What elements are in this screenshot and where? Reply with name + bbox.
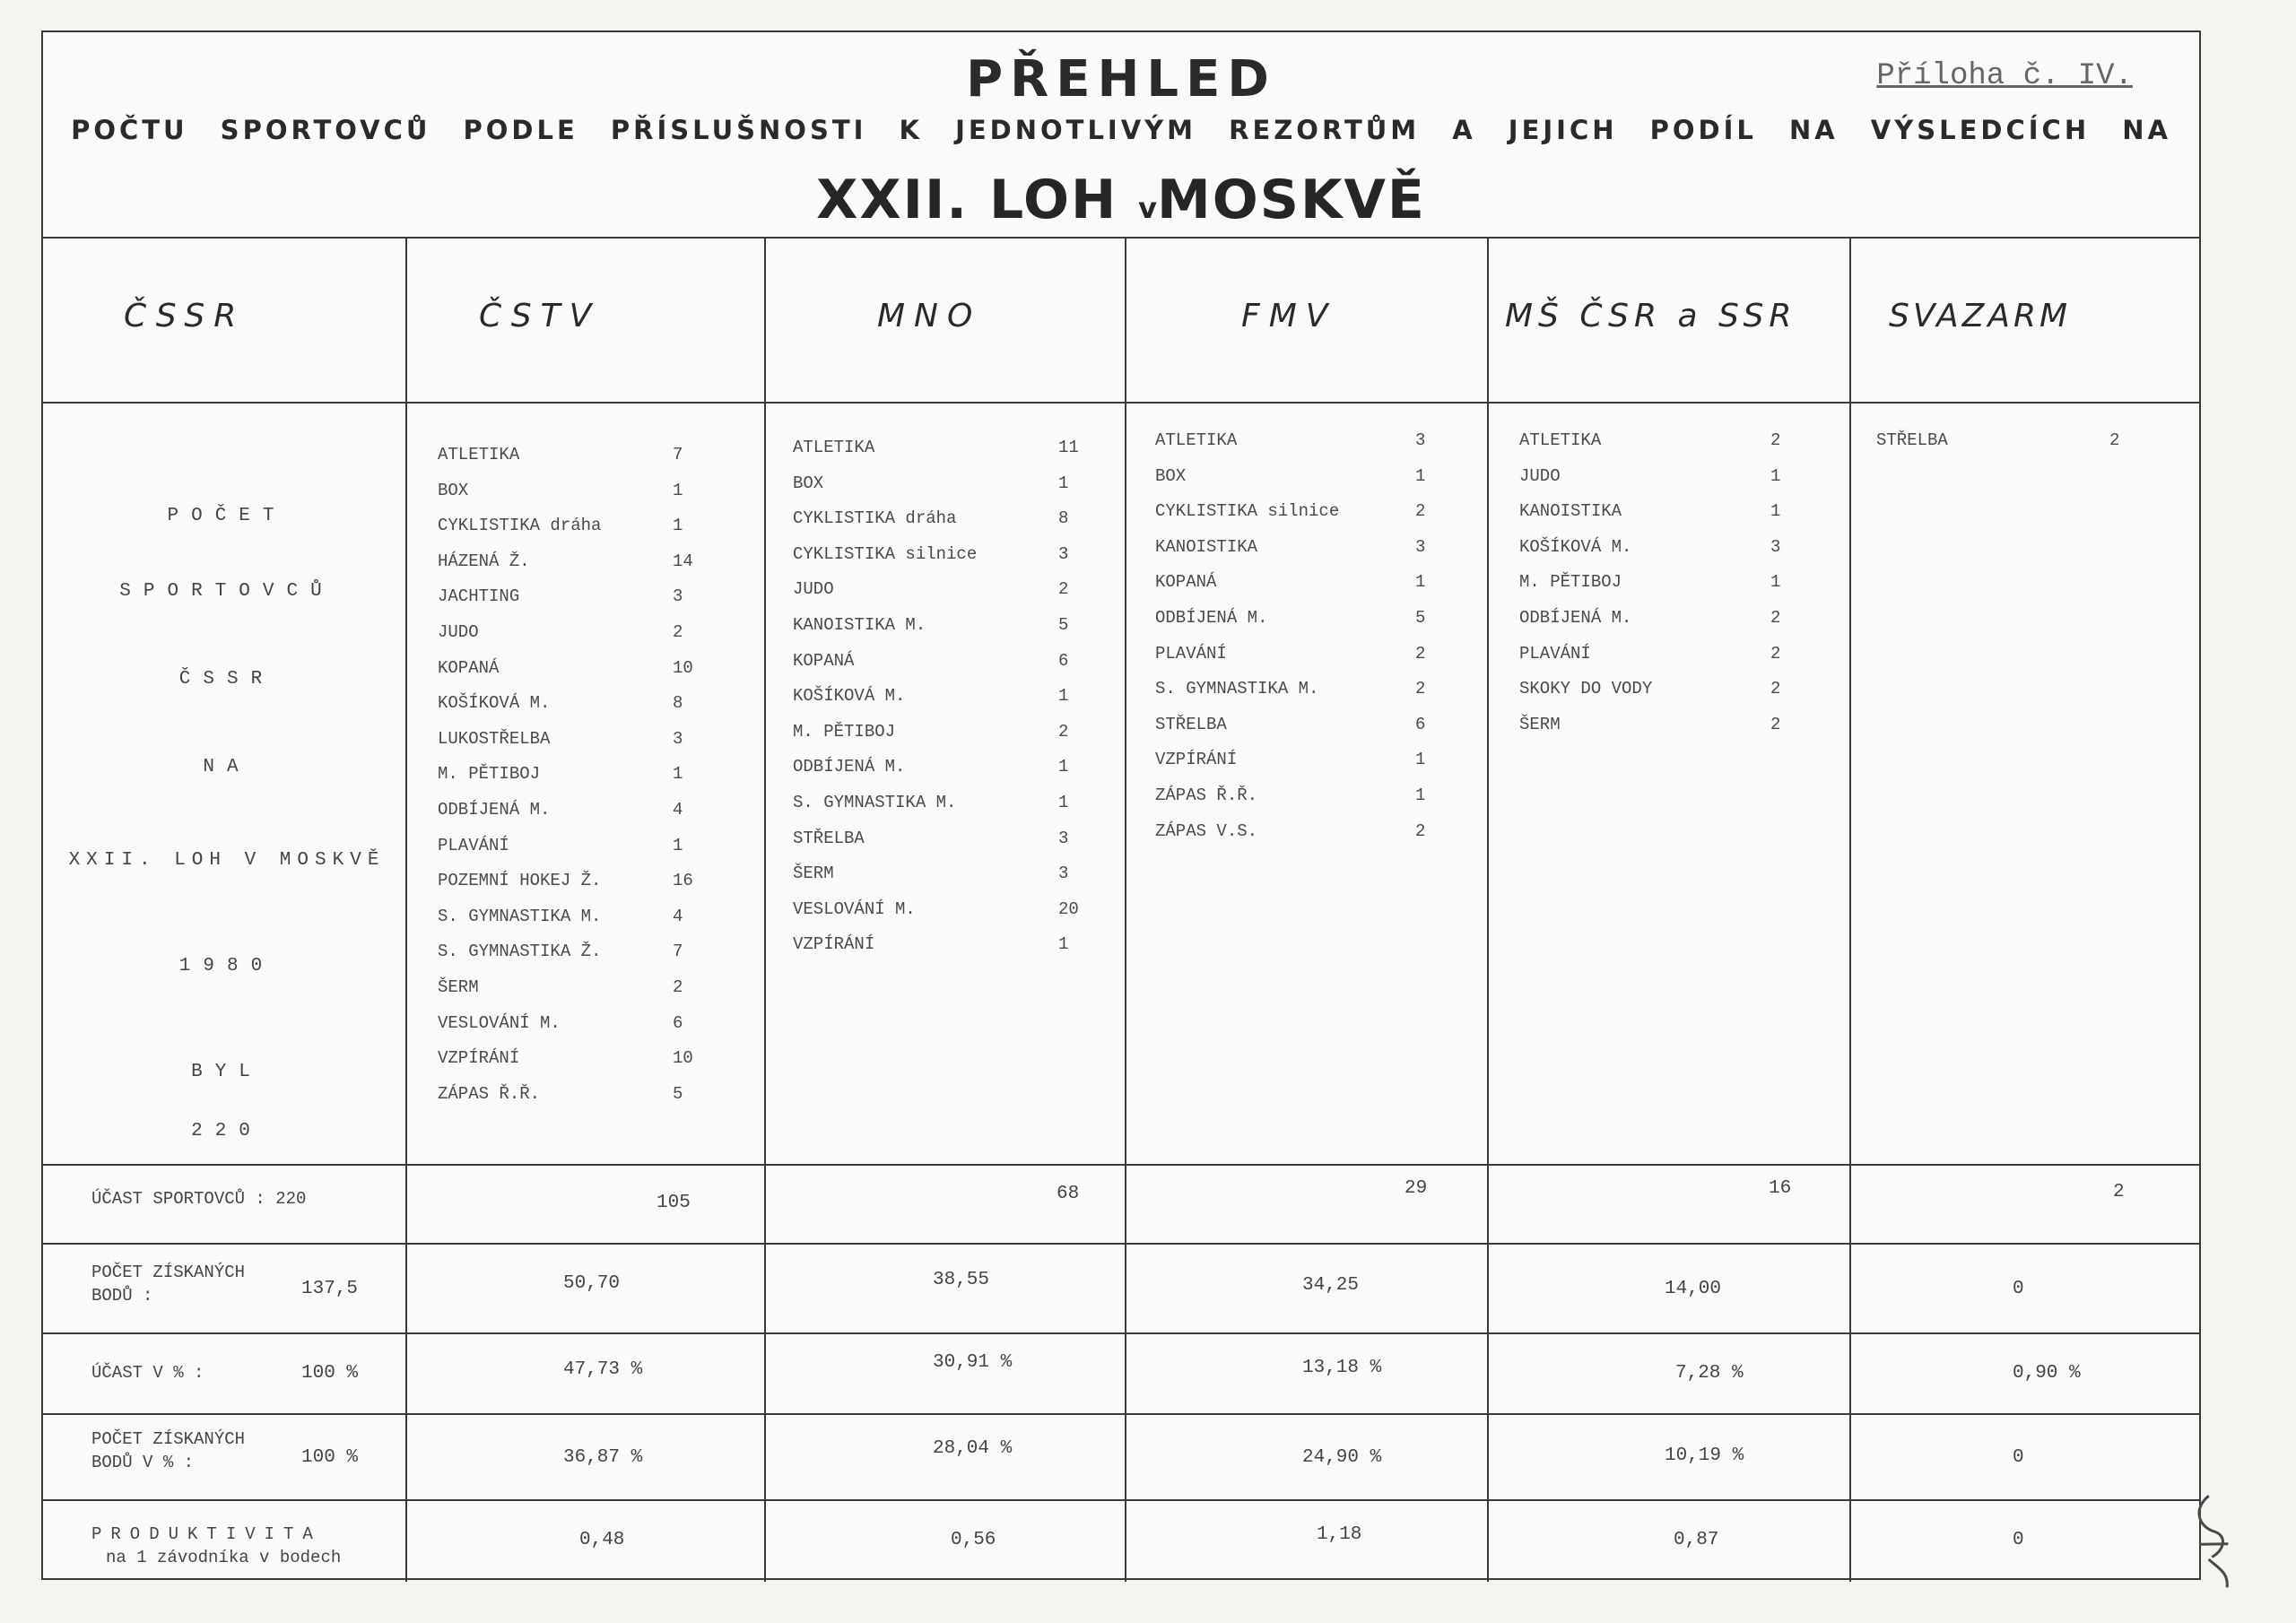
header-ms: MŠ ČSR a SSR — [1505, 298, 1797, 334]
pct-cstv: 47,73 % — [563, 1359, 643, 1380]
sport-count: 6 — [673, 1012, 683, 1033]
col-divider-3 — [1125, 237, 1126, 1582]
participation-fmv: 29 — [1405, 1178, 1428, 1199]
points-cstv: 50,70 — [563, 1273, 621, 1294]
sports-list-ms — [1519, 430, 1824, 750]
divider-pct — [43, 1332, 2199, 1334]
col-divider-2 — [764, 237, 766, 1582]
sport-name: ŠERM — [793, 864, 834, 884]
sport-row — [793, 508, 1098, 544]
sport-count: 2 — [1058, 579, 1069, 600]
points-pct-label-1: POČET ZÍSKANÝCH — [91, 1429, 246, 1449]
games-city: MOSKVĚ — [1157, 169, 1426, 231]
sport-count: 20 — [1058, 898, 1079, 919]
sport-row — [793, 544, 1098, 580]
pct-label: ÚČAST V % : — [91, 1363, 204, 1383]
header-mno: MNO — [877, 298, 982, 334]
sport-row — [438, 729, 734, 765]
sport-count: 2 — [673, 621, 683, 642]
sport-row — [1155, 750, 1460, 785]
participation-svazarm: 2 — [2113, 1182, 2125, 1202]
sport-row — [438, 658, 734, 694]
sport-name: S. GYMNASTIKA Ž. — [438, 942, 602, 962]
sport-row — [1155, 537, 1460, 573]
sport-name: VESLOVÁNÍ M. — [438, 1012, 561, 1033]
sport-name: JUDO — [438, 621, 479, 642]
sport-count: 1 — [673, 835, 683, 855]
sport-name: KANOISTIKA M. — [793, 614, 926, 635]
sport-row — [1155, 608, 1460, 644]
attachment-label: Příloha č. IV. — [1876, 59, 2133, 93]
sport-name: ATLETIKA — [1155, 430, 1238, 450]
sport-row — [1519, 572, 1824, 608]
points-total: 137,5 — [301, 1279, 359, 1299]
sport-count: 1 — [1415, 572, 1426, 593]
divider-participation — [43, 1164, 2199, 1166]
sport-row — [793, 757, 1098, 793]
sport-name: KOPANÁ — [438, 657, 500, 678]
document-sheet — [41, 30, 2201, 1580]
sport-name: ŠERM — [438, 976, 479, 997]
sport-name: ŠERM — [1519, 714, 1561, 734]
sport-row — [1155, 644, 1460, 680]
productivity-label-2: na 1 závodníka v bodech — [106, 1548, 342, 1567]
sport-count: 5 — [1058, 614, 1069, 635]
sport-count: 1 — [1058, 757, 1069, 777]
sport-name: ATLETIKA — [793, 438, 875, 457]
sport-name: ZÁPAS Ř.Ř. — [1155, 785, 1258, 805]
header-svazarm: SVAZARM — [1889, 298, 2072, 334]
pct-mno: 30,91 % — [933, 1352, 1013, 1373]
sport-name: S. GYMNASTIKA M. — [438, 906, 602, 926]
sport-count: 3 — [1058, 828, 1069, 848]
sport-count: 2 — [1770, 679, 1781, 699]
sport-row — [438, 481, 734, 516]
sport-count: 2 — [1058, 721, 1069, 742]
sport-count: 3 — [1415, 430, 1426, 450]
games-prefix: XXII. LOH — [816, 169, 1118, 231]
document-subtitle: POČTU SPORTOVCŮ PODLE PŘÍSLUŠNOSTI K JEDNOTLIVÝM REZORTŮM A JEJICH PODÍL NA VÝSLEDCÍCH NA — [71, 115, 2171, 145]
points-ms: 14,00 — [1665, 1279, 1722, 1299]
sport-name: M. PĚTIBOJ — [793, 721, 896, 742]
sport-row — [438, 800, 734, 836]
sport-count: 1 — [1415, 465, 1426, 486]
sport-name: PLAVÁNÍ — [438, 835, 509, 855]
sport-name: VZPÍRÁNÍ — [793, 934, 875, 955]
sport-name: S. GYMNASTIKA M. — [793, 792, 957, 812]
sport-row — [793, 864, 1098, 899]
sport-row — [793, 579, 1098, 615]
sport-row — [1519, 679, 1824, 715]
sport-name: ZÁPAS V.S. — [1155, 820, 1258, 841]
sport-name: LUKOSTŘELBA — [438, 728, 551, 749]
sport-name: JUDO — [1519, 465, 1561, 486]
sport-name: KANOISTIKA — [1519, 501, 1622, 522]
sport-row — [438, 1013, 734, 1049]
sport-name: VZPÍRÁNÍ — [438, 1048, 520, 1069]
left-line-3: ČSSR — [178, 669, 275, 690]
sport-count: 2 — [1415, 643, 1426, 664]
sport-name: SKOKY DO VODY — [1519, 679, 1653, 699]
left-line-8: 220 — [191, 1121, 263, 1141]
sport-row — [793, 793, 1098, 829]
productivity-ms: 0,87 — [1674, 1530, 1719, 1550]
sports-list-svazarm — [1876, 430, 2172, 466]
sport-row — [1519, 430, 1824, 466]
pct-fmv: 13,18 % — [1302, 1358, 1382, 1378]
sport-row — [438, 622, 734, 658]
divider-header — [43, 237, 2199, 239]
sport-name: VESLOVÁNÍ M. — [793, 898, 916, 919]
divider-productivity — [43, 1499, 2199, 1501]
sport-row — [438, 1084, 734, 1120]
sport-count: 1 — [1058, 473, 1069, 493]
sport-count: 3 — [1770, 536, 1781, 557]
sport-count: 1 — [1770, 501, 1781, 522]
sport-count: 2 — [1415, 679, 1426, 699]
sport-count: 1 — [1415, 750, 1426, 770]
left-line-4: NA — [203, 757, 251, 777]
sport-row — [1155, 572, 1460, 608]
productivity-mno: 0,56 — [951, 1530, 996, 1550]
sport-count: 5 — [673, 1083, 683, 1104]
sport-count: 11 — [1058, 438, 1079, 457]
header-fmv: FMV — [1241, 298, 1337, 334]
left-line-5: XXII. LOH V MOSKVĚ — [68, 850, 386, 871]
sport-name: BOX — [793, 473, 824, 493]
sport-count: 4 — [673, 799, 683, 820]
points-pct-svazarm: 0 — [2013, 1447, 2024, 1468]
sport-count: 8 — [673, 693, 683, 714]
sport-row — [438, 551, 734, 587]
sport-row — [438, 586, 734, 622]
sport-name: S. GYMNASTIKA M. — [1155, 679, 1319, 699]
sport-row — [438, 942, 734, 977]
sport-name: ODBÍJENÁ M. — [1519, 607, 1632, 628]
points-pct-ms: 10,19 % — [1665, 1445, 1744, 1466]
sport-count: 1 — [1058, 934, 1069, 955]
sport-name: KOŠÍKOVÁ M. — [438, 693, 551, 714]
sport-row — [793, 829, 1098, 864]
sport-count: 1 — [1058, 792, 1069, 812]
points-fmv: 34,25 — [1302, 1275, 1360, 1296]
sport-row — [793, 934, 1098, 970]
sport-count: 2 — [673, 976, 683, 997]
sport-name: CYKLISTIKA dráha — [793, 508, 957, 529]
sport-row — [438, 871, 734, 907]
sport-count: 6 — [1058, 650, 1069, 671]
sport-row — [1519, 608, 1824, 644]
sport-name: STŘELBA — [1155, 714, 1227, 734]
sport-count: 3 — [1058, 864, 1069, 884]
participation-ms: 16 — [1769, 1178, 1792, 1199]
sport-name: KOPANÁ — [1155, 572, 1217, 593]
sport-count: 1 — [673, 516, 683, 536]
sport-name: STŘELBA — [793, 828, 865, 848]
col-divider-4 — [1487, 237, 1489, 1582]
sport-count: 2 — [1415, 501, 1426, 522]
sport-row — [438, 445, 734, 481]
sport-row — [793, 473, 1098, 509]
pct-total: 100 % — [301, 1363, 359, 1384]
sport-count: 3 — [1058, 543, 1069, 564]
sport-name: KANOISTIKA — [1155, 536, 1258, 557]
sport-row — [793, 722, 1098, 758]
sport-name: ATLETIKA — [438, 445, 520, 464]
sport-name: ODBÍJENÁ M. — [793, 757, 906, 777]
sport-count: 4 — [673, 906, 683, 926]
sport-row — [438, 516, 734, 551]
games-title — [43, 169, 2199, 231]
sport-name: CYKLISTIKA dráha — [438, 516, 602, 536]
sport-row — [438, 977, 734, 1013]
sport-name: VZPÍRÁNÍ — [1155, 750, 1238, 770]
sport-name: POZEMNÍ HOKEJ Ž. — [438, 871, 602, 891]
sport-row — [1876, 430, 2172, 466]
sport-count: 2 — [2109, 430, 2120, 450]
sport-count: 1 — [673, 480, 683, 500]
participation-mno: 68 — [1057, 1184, 1080, 1204]
sport-count: 2 — [1770, 430, 1781, 450]
sport-name: KOŠÍKOVÁ M. — [793, 686, 906, 707]
sport-name: JUDO — [793, 579, 834, 600]
col-divider-1 — [405, 237, 407, 1582]
sport-name: CYKLISTIKA silnice — [1155, 501, 1340, 522]
sport-row — [1155, 785, 1460, 821]
productivity-svazarm: 0 — [2013, 1530, 2024, 1550]
pct-svazarm: 0,90 % — [2013, 1363, 2081, 1384]
left-line-2: SPORTOVCŮ — [119, 581, 335, 602]
divider-columns — [43, 402, 2199, 404]
sport-count: 2 — [1770, 643, 1781, 664]
sport-row — [438, 764, 734, 800]
sport-count: 14 — [673, 551, 693, 571]
sport-name: ODBÍJENÁ M. — [438, 799, 551, 820]
pct-ms: 7,28 % — [1675, 1363, 1744, 1384]
sport-name: M. PĚTIBOJ — [1519, 572, 1622, 593]
points-pct-fmv: 24,90 % — [1302, 1447, 1382, 1468]
sports-list-mno — [793, 438, 1098, 970]
sport-count: 6 — [1415, 714, 1426, 734]
sport-row — [438, 1048, 734, 1084]
sport-row — [1155, 715, 1460, 751]
sport-count: 16 — [673, 871, 693, 891]
sport-row — [1519, 537, 1824, 573]
games-v: v — [1138, 191, 1158, 225]
points-pct-total: 100 % — [301, 1447, 359, 1468]
sport-count: 1 — [1770, 465, 1781, 486]
sport-row — [438, 907, 734, 942]
productivity-fmv: 1,18 — [1317, 1524, 1362, 1545]
sport-name: STŘELBA — [1876, 430, 1948, 450]
participation-cstv: 105 — [657, 1193, 691, 1213]
sport-row — [793, 438, 1098, 473]
sport-count: 2 — [1770, 714, 1781, 734]
sport-row — [793, 899, 1098, 935]
sport-name: BOX — [1155, 465, 1187, 486]
left-line-7: BYL — [191, 1062, 263, 1082]
sport-name: JACHTING — [438, 586, 520, 607]
productivity-label-1: PRODUKTIVITA — [91, 1524, 322, 1544]
sport-row — [793, 615, 1098, 651]
sport-name: HÁZENÁ Ž. — [438, 551, 530, 571]
points-mno: 38,55 — [933, 1270, 990, 1290]
sport-name: ZÁPAS Ř.Ř. — [438, 1083, 541, 1104]
sport-count: 3 — [1415, 536, 1426, 557]
divider-points-pct — [43, 1413, 2199, 1415]
sports-list-fmv — [1155, 430, 1460, 856]
sport-name: BOX — [438, 480, 469, 500]
sport-row — [1519, 501, 1824, 537]
left-line-6: 1980 — [178, 956, 275, 976]
sport-row — [1155, 466, 1460, 502]
sport-count: 1 — [673, 764, 683, 785]
sport-name: M. PĚTIBOJ — [438, 764, 541, 785]
sport-count: 2 — [1415, 820, 1426, 841]
sport-count: 8 — [1058, 508, 1069, 529]
sport-count: 2 — [1770, 607, 1781, 628]
sport-row — [1155, 679, 1460, 715]
header-cstv: ČSTV — [479, 298, 601, 334]
sports-list-cstv — [438, 445, 734, 1119]
sport-count: 1 — [1415, 785, 1426, 805]
sport-row — [1155, 501, 1460, 537]
sport-row — [793, 686, 1098, 722]
sport-row — [1519, 715, 1824, 751]
points-pct-label-2: BODŮ V % : — [91, 1453, 195, 1472]
points-pct-cstv: 36,87 % — [563, 1447, 643, 1468]
sport-name: CYKLISTIKA silnice — [793, 543, 978, 564]
sport-row — [1155, 430, 1460, 466]
col-divider-5 — [1849, 237, 1851, 1582]
sport-count: 1 — [1058, 686, 1069, 707]
productivity-cstv: 0,48 — [579, 1530, 625, 1550]
left-line-1: POČET — [167, 506, 287, 526]
sport-name: PLAVÁNÍ — [1155, 643, 1227, 664]
sport-name: PLAVÁNÍ — [1519, 643, 1591, 664]
participation-label: ÚČAST SPORTOVCŮ : 220 — [91, 1189, 307, 1209]
header-cssr: ČSSR — [124, 298, 246, 334]
sport-row — [793, 651, 1098, 687]
sport-name: KOPANÁ — [793, 650, 855, 671]
sport-count: 1 — [1770, 572, 1781, 593]
sport-name: KOŠÍKOVÁ M. — [1519, 536, 1632, 557]
divider-points — [43, 1243, 2199, 1245]
sport-row — [1155, 821, 1460, 857]
sport-name: ATLETIKA — [1519, 430, 1602, 450]
sport-count: 10 — [673, 657, 693, 678]
sport-row — [1519, 644, 1824, 680]
sport-row — [438, 693, 734, 729]
sport-count: 10 — [673, 1048, 693, 1069]
sport-count: 5 — [1415, 607, 1426, 628]
sport-name: ODBÍJENÁ M. — [1155, 607, 1268, 628]
sport-count: 3 — [673, 586, 683, 607]
sport-count: 7 — [673, 942, 683, 962]
sport-count: 7 — [673, 445, 683, 464]
points-pct-mno: 28,04 % — [933, 1438, 1013, 1459]
document-title: PŘEHLED — [966, 50, 1276, 108]
sport-count: 3 — [673, 728, 683, 749]
sport-row — [438, 836, 734, 872]
points-label-2: BODŮ : — [91, 1286, 153, 1306]
handwritten-initials — [2181, 1486, 2246, 1600]
points-svazarm: 0 — [2013, 1279, 2024, 1299]
sport-row — [1519, 466, 1824, 502]
points-label-1: POČET ZÍSKANÝCH — [91, 1263, 246, 1282]
